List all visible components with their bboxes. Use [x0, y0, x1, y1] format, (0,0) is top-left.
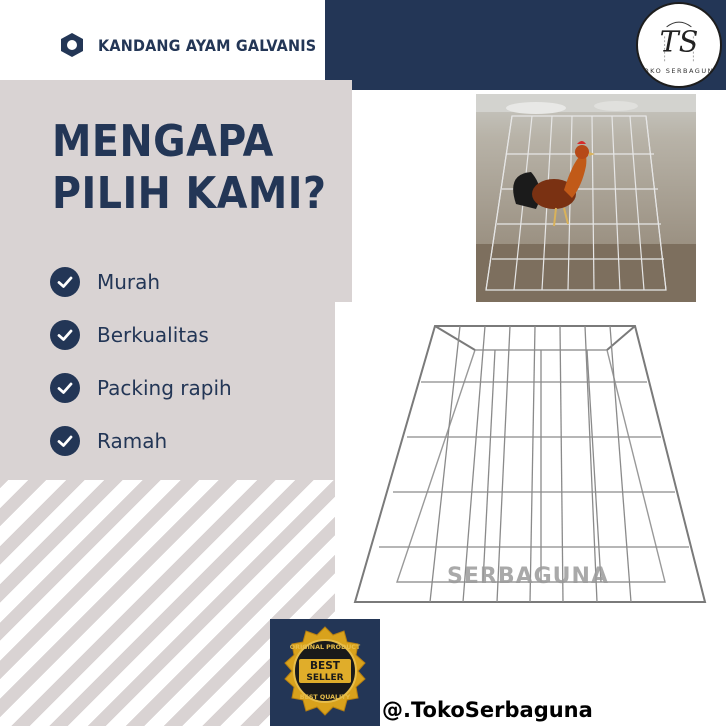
store-logo	[636, 2, 722, 88]
seal-top-text: ORIGINAL PRODUCT	[289, 644, 361, 651]
rooster-in-cage-photo	[476, 94, 696, 308]
check-circle-icon	[50, 426, 80, 456]
galvanized-cage-photo	[335, 302, 726, 632]
seal-line-2: SELLER	[306, 673, 344, 683]
header-title: KANDANG AYAM GALVANIS	[98, 35, 317, 55]
feature-item	[50, 361, 232, 414]
header-tag	[58, 28, 316, 62]
seal-line-1: BEST	[310, 660, 340, 672]
best-seller-seal	[270, 619, 380, 726]
photo-watermark: SERBAGUNA	[447, 564, 609, 589]
hex-nut-icon	[58, 31, 86, 59]
check-circle-icon	[50, 320, 80, 350]
feature-item	[50, 308, 232, 361]
seal-bottom-text: BEST QUALITY	[299, 694, 351, 701]
check-circle-icon	[50, 267, 80, 297]
feature-label: Packing rapih	[97, 375, 232, 400]
check-circle-icon	[50, 373, 80, 403]
feature-label: Murah	[97, 269, 161, 294]
svg-text:TS: TS	[659, 24, 699, 59]
store-handle: @.TokoSerbaguna	[382, 698, 593, 722]
feature-item	[50, 414, 232, 467]
headline-line-2: PILIH KAMI?	[52, 168, 327, 219]
logo-caption: TOKO SERBAGUNA	[638, 67, 720, 75]
feature-item	[50, 255, 232, 308]
page-headline	[52, 116, 342, 220]
feature-label: Berkualitas	[97, 322, 209, 347]
feature-label: Ramah	[97, 428, 168, 453]
feature-list	[50, 255, 232, 467]
headline-line-1: MENGAPA	[52, 116, 274, 167]
